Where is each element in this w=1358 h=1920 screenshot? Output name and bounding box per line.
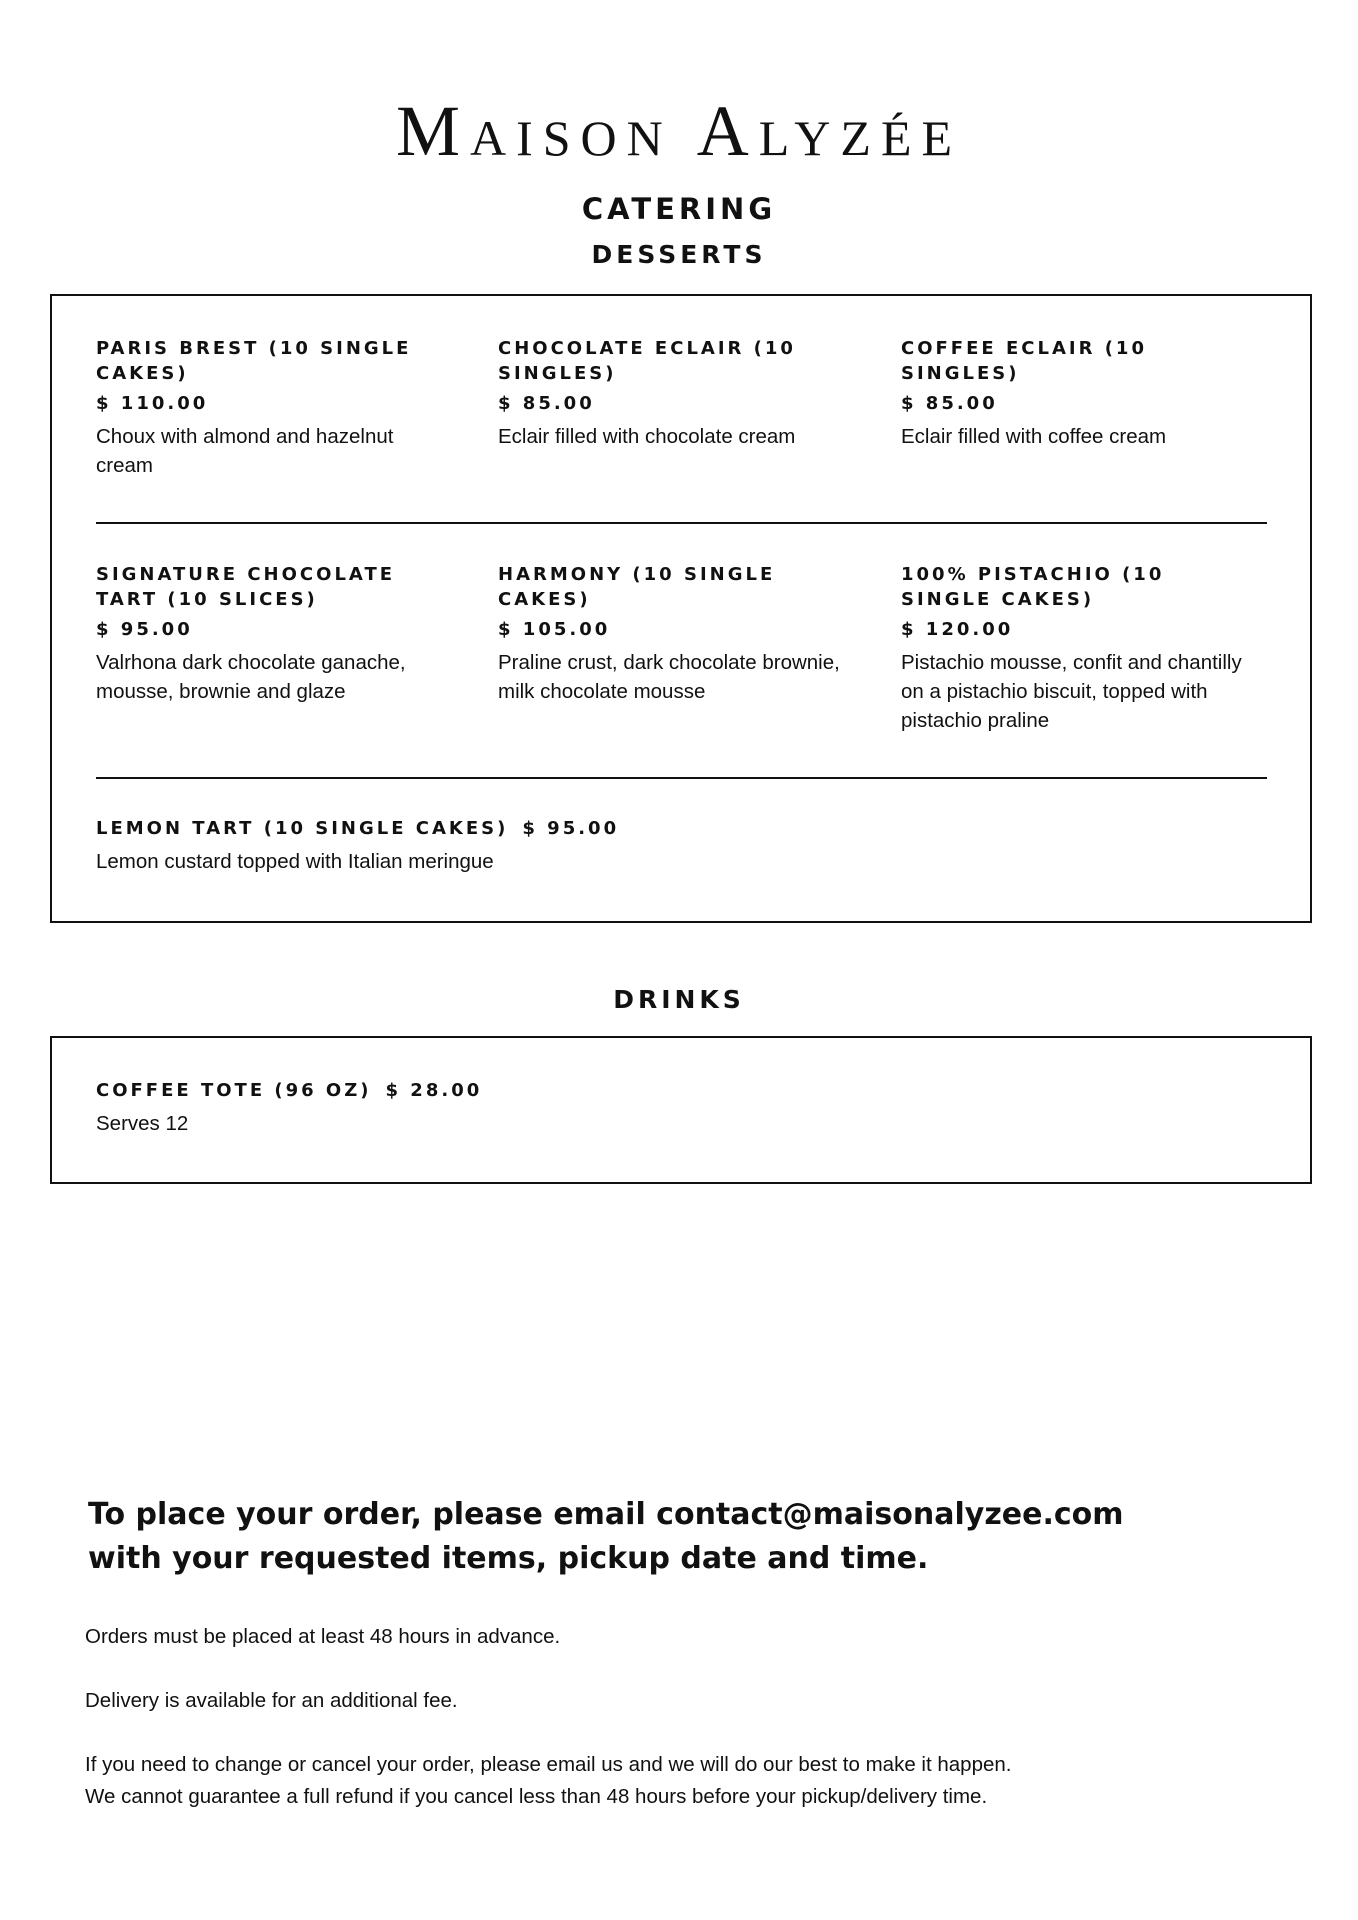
menu-item: [498, 562, 853, 706]
menu-item: [901, 336, 1256, 451]
menu-item: [96, 1078, 482, 1138]
cancellation-policy: [85, 1749, 1285, 1813]
menu-item: [96, 816, 619, 876]
item-description: Valrhona dark chocolate ganache, mousse, brownie and glaze: [96, 651, 406, 703]
item-name: LEMON TART (10 SINGLE CAKES): [96, 818, 509, 839]
advance-notice: Orders must be placed at least 48 hours in advance.: [85, 1625, 561, 1648]
cancellation-policy-line: If you need to change or cancel your order, please email us and we will do our best to make it happen.: [85, 1753, 1012, 1776]
item-price: $ 85.00: [498, 393, 595, 414]
item-description: Lemon custard topped with Italian meringue: [96, 850, 494, 873]
item-price: $ 28.00: [385, 1080, 483, 1101]
item-description: Pistachio mousse, confit and chantilly on a pistachio biscuit, topped with pistachio praline: [901, 651, 1242, 732]
item-price: $ 110.00: [96, 393, 209, 414]
order-instructions-line: To place your order, please email contact@maisonalyzee.com: [88, 1497, 1124, 1532]
cancellation-policy-line: We cannot guarantee a full refund if you cancel less than 48 hours before your pickup/delivery time.: [85, 1785, 988, 1808]
row-divider: [96, 777, 1267, 779]
desserts-section-title: DESSERTS: [591, 240, 767, 269]
menu-item: [96, 562, 451, 706]
menu-item: [901, 562, 1256, 735]
drinks-menu-box: [50, 1036, 1312, 1184]
item-price: $ 85.00: [901, 393, 998, 414]
item-name: COFFEE TOTE (96 OZ): [96, 1080, 372, 1101]
item-name: PARIS BREST (10 SINGLE CAKES): [96, 338, 412, 384]
item-description: Praline crust, dark chocolate brownie, milk chocolate mousse: [498, 651, 840, 703]
item-description: Serves 12: [96, 1112, 189, 1135]
item-name: 100% PISTACHIO (10 SINGLE CAKES): [901, 564, 1165, 610]
menu-item: [498, 336, 853, 451]
menu-item: [96, 336, 451, 480]
item-price: $ 105.00: [498, 619, 611, 640]
delivery-notice: Delivery is available for an additional fee.: [85, 1689, 458, 1712]
item-description: Eclair filled with chocolate cream: [498, 425, 796, 448]
page-subtitle: CATERING: [581, 192, 777, 226]
item-name: SIGNATURE CHOCOLATE TART (10 SLICES): [96, 564, 396, 610]
order-instructions: [88, 1493, 1188, 1581]
desserts-menu-box: [50, 294, 1312, 923]
order-instructions-line: with your requested items, pickup date and time.: [88, 1541, 929, 1576]
brand-logo: Maison Alyzée: [395, 91, 963, 171]
item-description: Eclair filled with coffee cream: [901, 425, 1167, 448]
row-divider: [96, 522, 1267, 524]
item-name: HARMONY (10 SINGLE CAKES): [498, 564, 776, 610]
item-name: CHOCOLATE ECLAIR (10 SINGLES): [498, 338, 796, 384]
item-price: $ 95.00: [96, 619, 193, 640]
item-price: $ 120.00: [901, 619, 1014, 640]
drinks-section-title: DRINKS: [613, 985, 745, 1014]
item-price: $ 95.00: [522, 818, 620, 839]
item-name: COFFEE ECLAIR (10 SINGLES): [901, 338, 1147, 384]
item-description: Choux with almond and hazelnut cream: [96, 425, 394, 477]
